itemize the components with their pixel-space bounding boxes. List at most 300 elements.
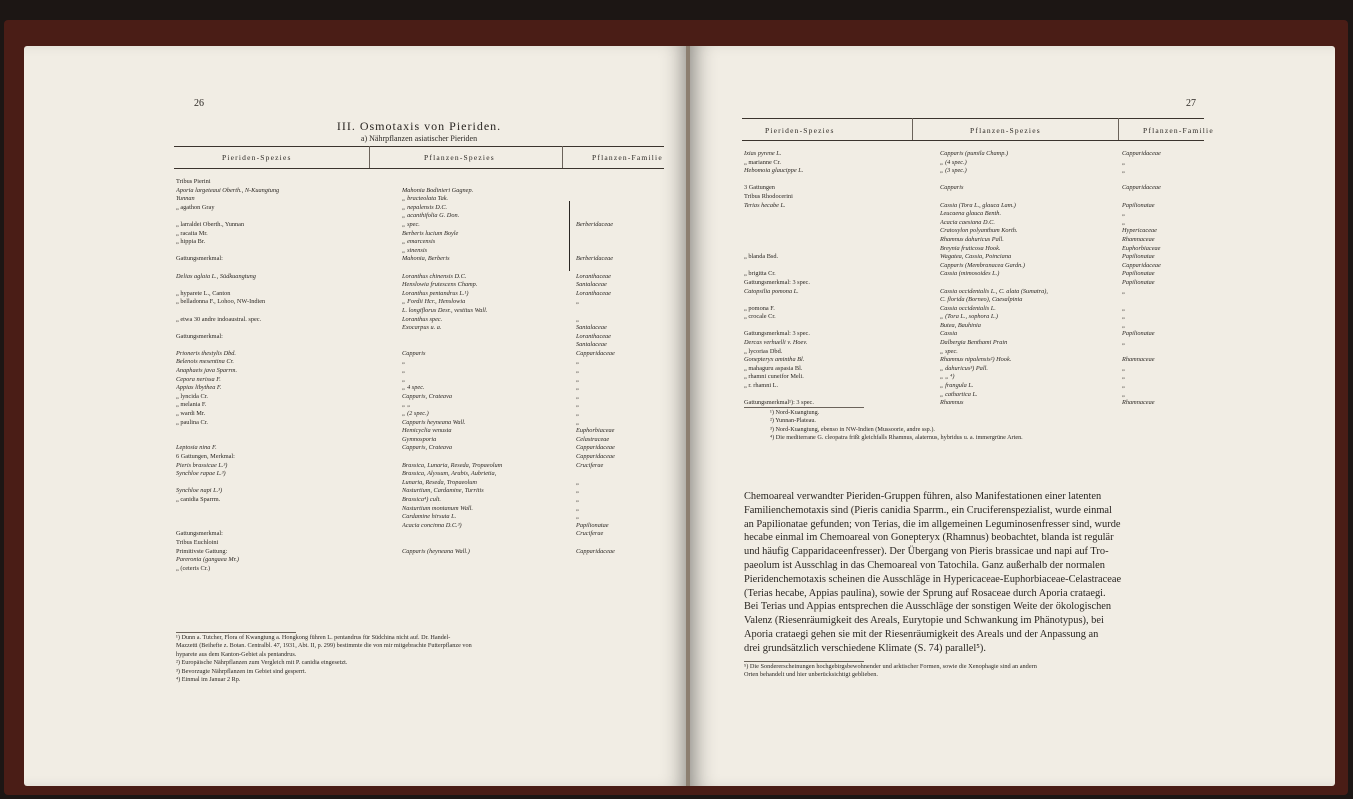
table-cell: „ (ceteris Cr.) [176,564,211,572]
table-cell: Prioneris thestylis Dbd. [176,349,236,357]
table-row [176,307,666,316]
table-cell: Aporia largeteaui Oberth., N-Kuangtung [176,186,280,194]
table-cell: „ [576,495,580,503]
column-header: Pflanzen-Familie [592,153,663,162]
table-cell: Capparidaceae [1122,150,1161,157]
table-row [176,333,666,342]
text-line: und häufig Capparidaceenfresser). Der Übergang von Pieris brassicae und napi auf Tro- [744,546,1109,558]
table-row [744,382,1206,391]
footnotes [176,634,666,684]
text-line: ³) Bevorzugte Nährpflanzen im Gebiet sind gesperrt. [176,667,307,675]
table-row [744,159,1206,168]
table-cell: „ crocale Cr. [744,313,776,321]
table-cell: „ [576,401,580,409]
table-cell: Cepora nerissa F. [176,375,221,383]
table-cell: Cruciferae [576,461,604,469]
table-cell: C. florida (Borneo), Caesalpinia [940,296,1023,304]
table-cell: „ [576,418,580,426]
table-cell: „ [402,367,406,375]
table-cell: Celastraceae [576,435,610,443]
table-cell: „ larraldei Oberth., Yunnan [176,220,245,228]
page-number: 27 [1186,98,1196,109]
table-cell: Hemicyclia venusta [402,427,452,435]
table-row [744,322,1206,331]
right-page [690,46,1335,786]
table-row [744,339,1206,348]
table-row [176,444,666,453]
table-cell: Henslowia frutescens Champ. [402,281,478,289]
table-row [744,348,1206,357]
table-cell: Wagatea, Cassia, Poinciana [940,253,1012,261]
table-row [744,296,1206,305]
table-cell: Capparis, Crateava [402,392,453,400]
text-line: ²) Europäische Nährpflanzen zum Vergleich mit P. canidia eingesetzt. [176,659,348,667]
table-cell: „ „ ⁴) [940,373,955,381]
table-cell: Capparidaceae [576,547,615,555]
table-cell: Ixias pyrene L. [744,150,782,157]
table-row [176,281,666,290]
table-row [744,227,1206,236]
table-cell: Yunnan [176,195,195,203]
table-cell: „ pomona F. [744,304,775,312]
table-row [744,270,1206,279]
table-row [176,530,666,539]
text-line: ¹) Nord-Kuangtung. [770,409,820,416]
footnote-rule [744,661,864,662]
table-cell: „ [576,375,580,383]
table-cell: Rhamnus nipalensis²) Hook. [940,356,1012,364]
text-line: Pieridenchemotaxis scheinen die Ausschläge in Hypericaceae-Euphorbiaceae-Celastraceae [744,573,1122,585]
column-divider [912,118,913,140]
table-row [744,279,1206,288]
text-line: ⁴) Die mediterrane G. cleopatra frißt gleichfalls Rhamnus, alaternus, hybridus u. a. immergrüne Arten. [770,434,1023,442]
table-row [176,247,666,256]
table-cell: Santalaceae [576,324,607,332]
table-cell: „ Fordii Hcr., Henslowia [402,298,466,306]
table-cell: Loranthaceae [576,289,611,297]
text-line: ⁵) Die Sondererscheinungen hochgebirgsbewohnender und arktischer Formen, sowie die Xenophagie sind an andern [744,663,1037,670]
table-cell: Synchloe rapae L.³) [176,470,226,478]
table-cell: Gattungsmerkmal: 3 spec. [744,330,810,338]
table-cell: Loranthus spec. [402,315,443,323]
table-cell: „ [576,358,580,366]
table-cell: „ racaita Mr. [176,229,208,237]
table-cell: Dalbergia Benthami Prain [940,339,1008,347]
table-row [744,262,1206,271]
table-cell: „ blanda Bsd. [744,253,779,261]
body-footnotes [744,663,1204,680]
table-cell: Hypericaceae [1122,227,1157,235]
table-cell: „ acanthifolia G. Don. [402,212,460,220]
table-cell: „ (4 spec.) [940,158,967,166]
table-row [744,330,1206,339]
table-cell: Cruciferae [576,530,604,538]
table-row [176,178,666,187]
table-cell: Mahonia, Berberis [402,255,450,263]
text-line: ¹) Dunn a. Tutcher, Flora of Kwangtung a. Hongkong führen L. pentandrus für Südchina nicht auf. Dr. Handel- [176,634,451,641]
table-cell: „ [576,367,580,375]
section-title: III. Osmotaxis von Pieriden. [336,119,502,133]
table-row [176,187,666,196]
table-cell: Papilionatae [1122,253,1155,261]
column-header: Pflanzen-Familie [1143,126,1214,135]
table-cell: „ [402,375,406,383]
table-row [176,195,666,204]
column-divider [1118,118,1119,140]
table-row [176,350,666,359]
header-rule [742,140,1204,141]
table-cell: Papilionatae [1122,270,1155,278]
table-cell: Lunaria, Reseda, Tropaeolum [402,478,477,486]
table-row [176,470,666,479]
table-cell: „ rhamni cuneifor Meli. [744,373,804,381]
footnote-rule [744,407,864,408]
table-cell: „ cathartica L. [940,390,978,398]
text-line: Orten behandelt und hier unberücksichtigt geblieben. [744,671,878,679]
table-cell: Santalaceae [576,341,607,349]
table-row [176,513,666,522]
table-cell: 3 Gattungen [744,184,775,192]
table-cell: „ (3 spec.) [940,167,967,175]
table-row [176,462,666,471]
table-row [176,539,666,548]
table-cell: „ [402,358,406,366]
table-cell: Rhamnaceae [1122,399,1155,407]
book-spread [4,20,1348,795]
table-cell: Nasturtium, Cardamine, Turritis [402,487,484,495]
table-cell: Belenois mesentina Cr. [176,358,234,366]
table-cell: „ melania F. [176,401,207,409]
table-cell: „ dahuricus³) Pall. [940,364,988,372]
table-cell: „ etwa 30 andre indoaustral. spec. [176,315,262,323]
table-row [176,238,666,247]
table-cell: „ [1122,218,1126,226]
table-cell: Butea, Bauhinia [940,321,981,329]
table-cell: Capparis [940,184,964,192]
column-header: Pflanzen-Spezies [424,153,495,162]
table-row [744,236,1206,245]
page-number: 26 [194,98,204,109]
table-row [744,288,1206,297]
column-divider [562,146,563,168]
table-row [176,230,666,239]
table-cell: Berberidaceae [576,255,614,263]
table-cell: Acacia concinna D.C.³) [402,521,462,529]
table-row [744,245,1206,254]
table-cell: Appias libythea F. [176,384,222,392]
table-cell: Cassia [940,330,958,338]
table-cell: „ [576,315,580,323]
table-cell: „ [1122,313,1126,321]
table-row [176,255,666,264]
section-subtitle: a) Nährpflanzen asiatischer Pieriden [360,134,478,143]
table-cell: Euphorbiaceae [1122,244,1161,252]
table-cell: Gonepteryx amintha Bl. [744,356,805,364]
table-row [176,221,666,230]
table-cell: Acacia caesiana D.C. [940,218,995,226]
table-cell: Papilionatae [1122,201,1155,209]
table-row [176,212,666,221]
table-cell: Capparis, Crateava [402,444,453,452]
text-line: (Terias hecabe, Appias paulina), sowie der Sprung auf Rosaceae durch Aporia crataegi. [744,587,1106,599]
table-cell: „ [576,513,580,521]
table-cell: „ paulina Cr. [176,418,209,426]
table-cell: Brassica⁴) cult. [402,495,441,503]
table-cell: Capparidaceae [576,444,615,452]
table-cell: Anaphaeis java Sparrm. [176,367,238,375]
table-cell: „ [1122,304,1126,312]
table-cell: „ wardi Mr. [176,410,206,418]
table-row [744,219,1206,228]
table-cell: Capparis heyneana Wall. [402,418,466,426]
table-cell: „ [1122,321,1126,329]
table-cell: „ [576,487,580,495]
table-cell: Loranthus pentandrus L.¹) [402,289,469,297]
table-cell: „ [576,504,580,512]
table-cell: „ (Tora L., sophora L.) [940,313,999,321]
table-cell: Tribus Pierini [176,178,211,185]
table-cell: „ [1122,287,1126,295]
table-cell: Tribus Euchloini [176,538,219,546]
table-row [176,341,666,350]
text-line: Chemoareal verwandter Pieriden-Gruppen führen, also Manifestationen einer latenten [744,491,1102,502]
text-line: Familienchemotaxis sind (Pieris canidia Sparrm., ein Cruciferenspezialist, wurde einmal [744,504,1112,516]
table-row [176,453,666,462]
table-row [744,305,1206,314]
table-cell: „ [576,392,580,400]
table-row [176,264,666,273]
header-rule [174,168,664,169]
table-cell: „ lycorias Dbd. [744,347,783,355]
table-row [744,253,1206,262]
table-cell: 6 Gattungen, Merkmal: [176,453,235,460]
table-cell: L. longiflorus Desr., vestitus Wall. [402,306,488,314]
column-header: Pflanzen-Spezies [970,126,1041,135]
table-cell: Brassica, Lunaria, Reseda, Tropaeolum [402,461,503,469]
table-cell: Cassia occidentalis L., C. alata (Sumatra), [940,287,1048,295]
text-line: Bei Terias und Appias entsprechen die Ausschläge der sonstigen Weite der ökologischen [744,601,1112,613]
table-row [176,324,666,333]
text-line: Aporia crataegi gehen sie mit der Riesenräumigkeit des Areals und der Anpassung an [744,628,1099,640]
table-row [744,373,1206,382]
text-line: an Papilionatae gefunden; von Terias, die im allgemeinen Leguminosenfresser sind, wurde [744,518,1121,530]
footnote-rule [176,632,296,633]
table-row [176,204,666,213]
table-cell: Exocarpus u. a. [402,324,442,332]
table-cell: Pareronia (gangaea Mr.) [176,556,240,564]
column-header: Pieriden-Spezies [765,126,835,135]
table-cell: Santalaceae [576,281,607,289]
table-cell: Primitivste Gattung: [176,547,228,555]
table-cell: „ mahaguru aspasia Bl. [744,364,803,372]
table-cell: „ [576,410,580,418]
table-cell: „ [1122,158,1126,166]
table-row [176,565,666,574]
table-row [176,358,666,367]
table-cell: Nasturtium montanum Wall. [402,504,473,512]
text-line: hecabe einmal im Chemoareal von Gonepteryx (Rhamnus) beobachtet, blanda ist regulär [744,532,1114,544]
table-cell: „ hippia Br. [176,238,206,246]
table-cell: „ [1122,167,1126,175]
table-cell: Brassica, Alyssum, Arabis, Aubrietia, [402,470,497,478]
table-row [744,391,1206,400]
table-row [744,202,1206,211]
table-row [176,427,666,436]
right-table-body [744,150,1206,408]
table-cell: Synchloe napi L.³) [176,487,223,495]
table-cell: Delias aglaia L., Südkuangtung [176,272,256,280]
table-cell: Capparidaceae [1122,261,1161,269]
table-cell: Capparidaceae [576,453,615,460]
table-cell: Capparis [402,349,426,357]
table-cell: „ lyncida Cr. [176,392,209,400]
table-cell: „ [576,384,580,392]
table-row [176,384,666,393]
text-line: hyparete aus dem Kanton-Gebiet als pentandrus. [176,650,297,658]
table-cell: Euphorbiaceae [576,427,615,435]
table-cell: Mahonia Bodinieri Gagnep. [402,186,474,194]
footnotes [770,409,1210,443]
table-row [744,193,1206,202]
table-cell: Breynia fruticosa Hook. [940,244,1001,252]
table-cell: „ 4 spec. [402,384,425,392]
table-cell: „ spec. [940,347,958,355]
table-row [744,210,1206,219]
table-cell: „ [1122,382,1126,390]
table-cell: „ [576,478,580,486]
table-row [176,548,666,557]
column-header: Pieriden-Spezies [222,153,292,162]
table-row [176,367,666,376]
table-cell: Cassia occidentalis L. [940,304,996,312]
table-cell: Cassia (Tora L., glauca Lam.) [940,201,1016,209]
table-cell: Rhamnaceae [1122,356,1155,364]
table-top-rule [742,118,1204,119]
table-cell: Capparidaceae [1122,184,1161,192]
table-row [176,298,666,307]
table-row [176,376,666,385]
table-cell: Catopsilia pomona L. [744,287,799,295]
text-line: paeolum ist Ausschlag in das Chemoareal von Tatochila. Ganz außerhalb der normalen [744,559,1105,571]
table-cell: Dercas verhuelli v. Hoev. [744,339,808,347]
table-row [176,496,666,505]
table-cell: Capparis (pumila Champ.) [940,150,1009,157]
table-cell: Capparis (Membranacea Gardn.) [940,261,1025,269]
table-cell: Hebomoia glaucippe L. [744,167,804,175]
table-cell: „ brigitta Cr. [744,270,776,278]
text-line: Valenz (Riesenräumigkeit des Areals, Eurytopie und Schwankung im Phänotypus), bei [744,615,1104,627]
table-cell: „ spec. [402,220,420,228]
table-cell: Berberidaceae [576,220,614,228]
left-table-body [176,178,666,573]
text-line: ⁴) Einmal im Januar 2 Rp. [176,676,241,684]
table-cell: „ (2 spec.) [402,410,429,418]
table-cell: Berberis lucium Boyle [402,229,459,237]
table-row [176,436,666,445]
table-cell: „ [576,298,580,306]
table-cell: Cratoxylon polyanthum Korth. [940,227,1018,235]
column-divider [369,146,370,168]
table-row [176,556,666,565]
table-row [176,316,666,325]
table-cell: Gattungsmerkmal: 3 spec. [744,278,810,286]
table-cell: „ hyparete L., Canton [176,289,231,297]
table-row [176,522,666,531]
table-cell: Papilionatae [576,521,609,529]
table-cell: „ marianne Cr. [744,158,781,166]
table-cell: Capparis (heyneana Wall.) [402,547,470,555]
table-row [744,365,1206,374]
table-cell: „ canidia Sparrm. [176,495,221,503]
table-row [744,313,1206,322]
table-row [176,419,666,428]
table-cell: Terias hecabe L. [744,201,786,209]
table-cell: Gymnosporia [402,435,437,443]
table-row [744,167,1206,176]
table-cell: Loranthaceae [576,332,611,340]
table-cell: „ [1122,364,1126,372]
table-cell: „ nepalensis D.C. [402,203,448,211]
table-row [176,290,666,299]
table-top-rule [174,146,664,147]
table-cell: „ emarcensis [402,238,436,246]
table-cell: „ belladonna F., Lohoo, NW-Indien [176,298,266,306]
table-cell: „ [1122,390,1126,398]
table-cell: Capparidaceae [576,349,615,357]
table-cell: Gattungsmerkmal: [176,255,223,263]
table-cell: Leucaena glauca Benth. [940,210,1002,218]
table-cell: Rhamnus [940,399,964,407]
table-cell: „ [1122,210,1126,218]
text-line: ³) Nord-Kuangtung, ebenso in NW-Indien (Mussoorie, andre ssp.). [770,425,935,433]
table-cell: Pieris brassicae L.³) [176,461,228,469]
table-cell: Tribus Rhodocerini [744,192,793,200]
table-row [176,479,666,488]
table-row [176,505,666,514]
table-row [744,176,1206,185]
table-cell: „ „ [402,401,411,409]
left-page [24,46,688,786]
table-row [744,150,1206,159]
table-cell: „ sinensis [402,246,428,254]
table-cell: Rhamnus dahuricus Pall. [940,235,1004,243]
table-cell: Gattungsmerkmal¹): 3 spec. [744,399,814,407]
table-row [176,410,666,419]
table-row [744,356,1206,365]
text-line: Mazzetti (Beihefte z. Botan. Centralbl. 47, 1931, Abt. II, p. 299) bestimmte die von mir mitgebrachte Futterpflanze von [176,642,472,650]
table-cell: Loranthaceae [576,272,611,280]
table-cell: „ [1122,373,1126,381]
table-cell: „ bracteolata Tak. [402,195,449,203]
text-line: ²) Yunnan-Plateau. [770,417,816,425]
table-cell: Leptosia nina F. [176,444,217,452]
table-cell: Loranthus chinensis D.C. [402,272,467,280]
table-cell: „ agathon Gray [176,203,215,211]
table-cell: „ [1122,339,1126,347]
table-cell: Gattungsmerkmal: [176,332,223,340]
table-cell: Papilionatae [1122,278,1155,286]
table-cell: Papilionatae [1122,330,1155,338]
table-cell: „ r. rhamni L. [744,382,779,390]
text-line: drei grundsätzlich verschiedene Klimate (S. 74) parallel⁵). [744,642,986,654]
table-cell: „ frangula L. [940,382,974,390]
table-row [744,184,1206,193]
table-cell: Cassia (mimosoides L.) [940,270,1000,278]
table-row [176,273,666,282]
table-cell: Gattungsmerkmal: [176,530,223,538]
table-row [176,393,666,402]
table-row [176,487,666,496]
